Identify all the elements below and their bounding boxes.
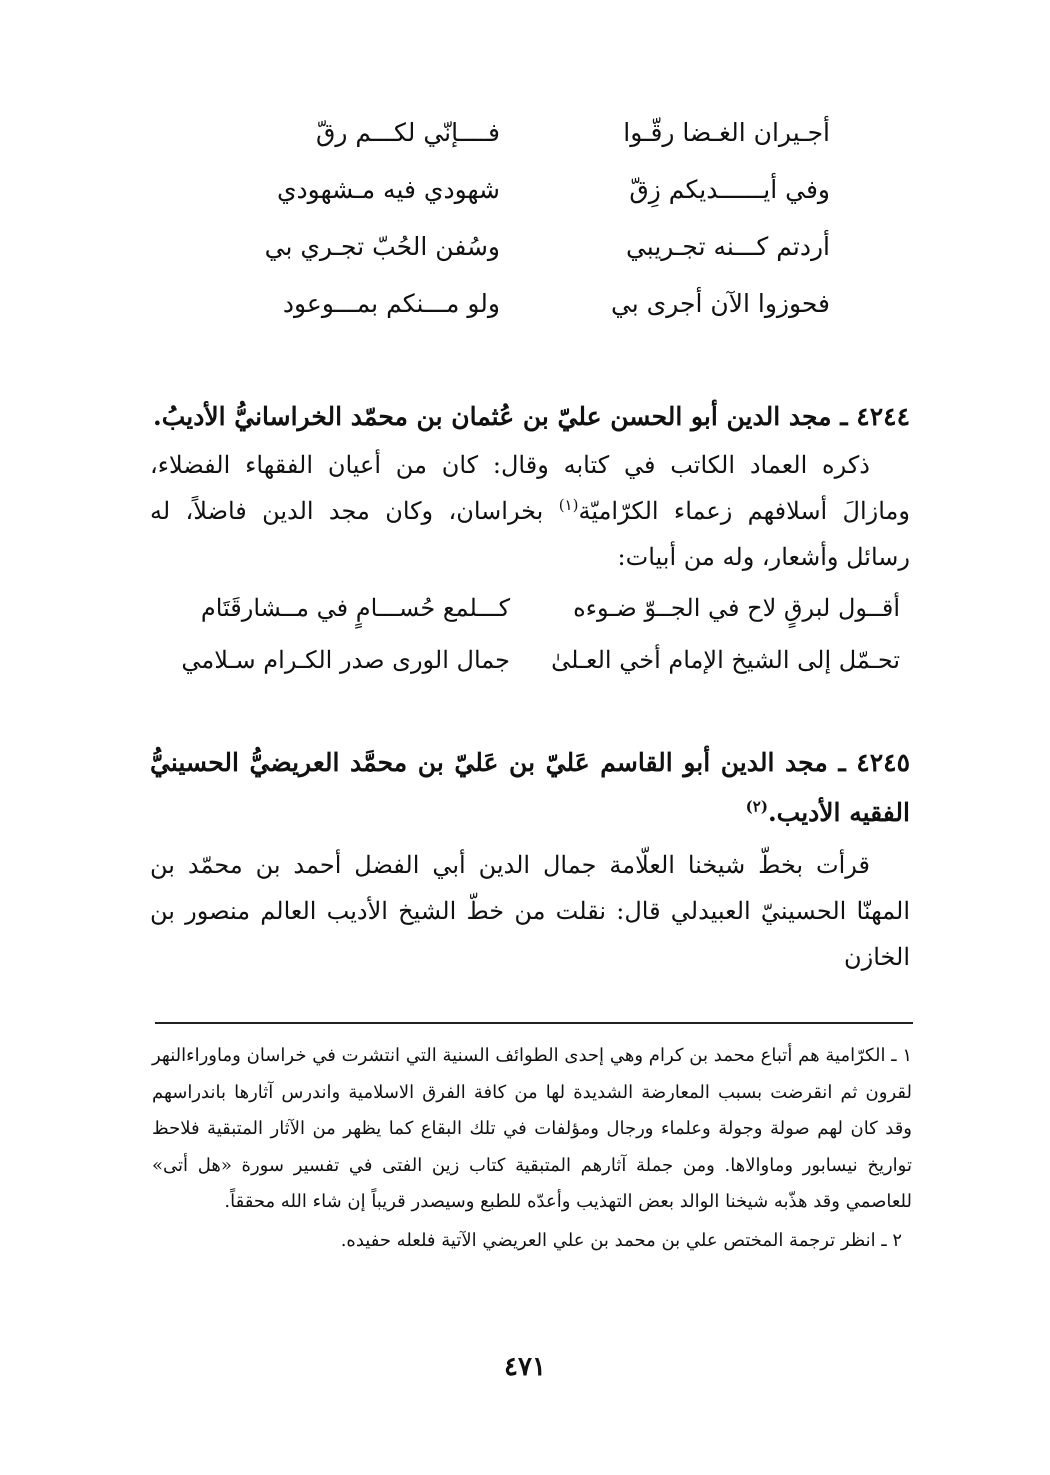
footnote-separator: [155, 1022, 913, 1024]
verse-first-hemistich: وفي أيــــــديكم زِقّ: [629, 175, 830, 204]
footnotes: [152, 1038, 912, 1259]
verse-second-hemistich: ولو مـــنكم بمـــوعود: [282, 289, 500, 318]
poem-verse: [150, 104, 910, 161]
verse-first-hemistich: فحوزوا الآن أجرى بي: [610, 289, 830, 318]
entry-poem: [150, 582, 910, 686]
poem-verse: [150, 161, 910, 218]
verse-first-hemistich: أجـيران الغـضا رقّـوا: [623, 118, 830, 147]
footnote-2: ٢ ـ انظر ترجمة المختص علي بن محمد بن علي العريضي الآتية فلعله حفيده.: [340, 1229, 902, 1251]
paragraph-text: ذكره العماد الكاتب في كتابه وقال: كان من أعيان الفقهاء الفضلاء، ومازالَ أسلافهم زعماء الكرّاميّة: [150, 451, 911, 525]
verse-second-hemistich: جمال الورى صدر الكـرام سـلامي: [181, 646, 510, 674]
verse-second-hemistich: شهودي فيه مـشهودي: [276, 175, 500, 204]
verse-first-hemistich: أقــول لبرقٍ لاح في الجــوّ ضـوءه: [573, 594, 900, 622]
poem-verse: [150, 582, 910, 634]
poem-verse: [150, 275, 910, 332]
page-number: ٤٧١: [504, 1352, 546, 1382]
verse-second-hemistich: كـــلمع حُســـامٍ في مــشارقَتَام: [200, 594, 510, 622]
entry-paragraph: [150, 442, 910, 580]
opening-poem: [150, 104, 910, 332]
footnote-1: ١ ـ الكرّامية هم أتباع محمد بن كرام وهي إحدى الطوائف السنية التي انتشرت في خراسان وماوراءالنهر لقرون ثم انقرضت بسبب المعارضة الشديدة لها من كافة الفرق الاسلامية واندرس آثارها باندراسهم وقد كان لهم صولة وجولة وعلماء ورجال ومؤلفات في تلك البقاع كما يظهر من الآثار المتبقية فلاحظ تواريخ نيسابور وماوالاها. ومن جملة آثارهم المتبقية كتاب زين الفتى في تفسير سورة «هل أتى» للعاصمي وقد هذّبه شيخنا الوالد بعض التهذيب وأعدّه للطبع وسيصدر قريباً إن شاء الله محققاً.: [152, 1045, 912, 1212]
entry-title: ٤٢٤٤ ـ مجد الدين أبو الحسن عليّ بن عُثمان بن محمّد الخراسانيُّ الأديبُ.: [152, 402, 910, 431]
paragraph-text: بخراسان، وكان مجد الدين فاضلاً، له رسائل وأشعار، وله من أبيات:: [150, 497, 910, 571]
poem-verse: [150, 634, 910, 686]
entry-4244: [150, 392, 910, 686]
verse-first-hemistich: تحـمّل إلى الشيخ الإمام أخي العـلىٰ: [551, 646, 900, 674]
verse-first-hemistich: أردتم كـــنه تجـريبي: [625, 232, 830, 261]
verse-second-hemistich: وسُفن الحُبّ تجـري بي: [264, 232, 500, 261]
entry-4245: [150, 738, 910, 980]
entry-title-text: ٤٢٤٥ ـ مجد الدين أبو القاسم عَليّ بن عَليّ بن محمَّد العريضيُّ الحسينيُّ الفقيه الأديب.: [150, 748, 910, 827]
footnote-marker: (٢): [745, 797, 768, 816]
page-body: [150, 100, 910, 980]
poem-verse: [150, 218, 910, 275]
entry-paragraph: قرأت بخطّ شيخنا العلّامة جمال الدين أبي الفضل أحمد بن محمّد بن المهنّا الحسينيّ العبيدلي قال: نقلت من خطّ الشيخ الأديب العالم منصور بن الخازن: [150, 851, 910, 971]
entry-title: [150, 738, 910, 838]
verse-second-hemistich: فــــإنّي لكـــم رقّ: [315, 118, 500, 147]
footnote-marker: (١): [558, 496, 579, 514]
